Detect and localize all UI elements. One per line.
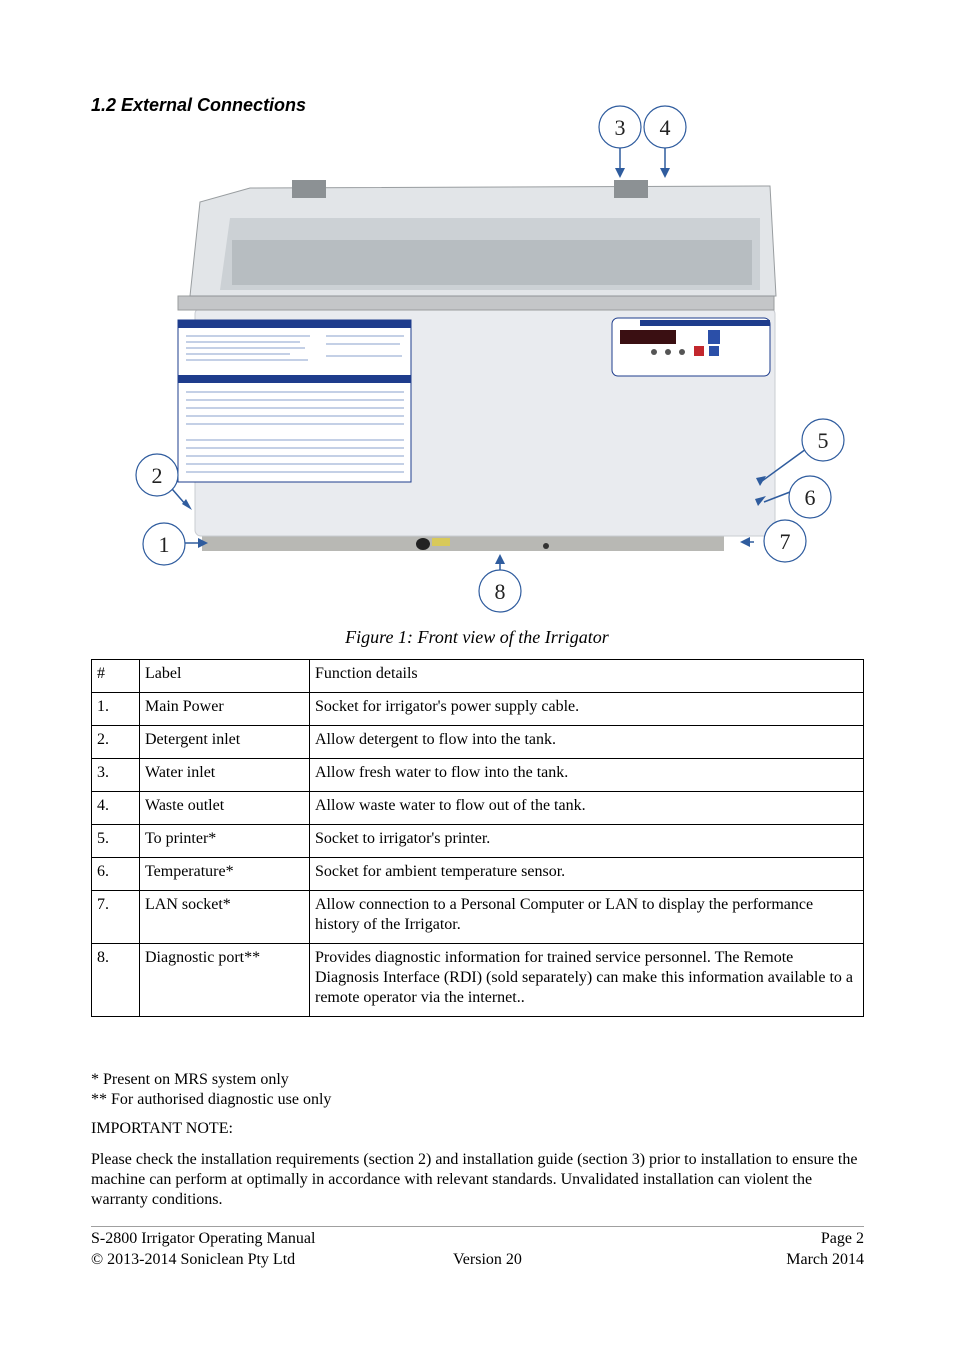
row-function: Socket to irrigator's printer. [310,825,864,858]
table-row [92,891,864,944]
irrigator-figure [120,100,860,620]
callout-label-4: 4 [659,115,671,140]
connections-table [91,659,864,1017]
footer-divider [91,1226,864,1227]
table-row [92,858,864,891]
table-row [92,825,864,858]
footer-version: Version 20 [453,1251,522,1268]
figure-caption: Figure 1: Front view of the Irrigator [345,627,609,647]
table-row [92,944,864,1017]
row-label: Temperature* [140,858,310,891]
row-function: Allow connection to a Personal Computer or LAN to display the performance history of the Irrigator. [310,891,864,944]
row-number: 3. [92,759,140,792]
footer-copyright: © 2013-2014 Soniclean Pty Ltd [91,1251,296,1268]
row-label: Waste outlet [140,792,310,825]
led-display [620,330,676,344]
footnotes [91,1070,331,1110]
row-number: 6. [92,858,140,891]
row-number: 5. [92,825,140,858]
row-label: Diagnostic port** [140,944,310,1017]
table-header-row [92,660,864,693]
row-function: Socket for irrigator's power supply cable. [310,693,864,726]
row-number: 8. [92,944,140,1017]
row-number: 1. [92,693,140,726]
footnote-diagnostic: ** For authorised diagnostic use only [91,1091,332,1108]
header-function: Function details [310,660,864,693]
footnote-mrs: * Present on MRS system only [91,1071,289,1088]
row-label: Main Power [140,693,310,726]
row-label: Detergent inlet [140,726,310,759]
callout-label-5: 5 [817,428,829,453]
callout-label-8: 8 [494,579,506,604]
row-function: Provides diagnostic information for trained service personnel. The Remote Diagnosis Interface (RDI) (sold separately) can make this information available to a remote operator via the internet.. [310,944,864,1017]
section-heading: 1.2 External Connections [91,95,307,115]
row-number: 2. [92,726,140,759]
row-function: Allow waste water to flow out of the tank. [310,792,864,825]
callout-label-2: 2 [151,463,163,488]
table-row [92,792,864,825]
row-label: LAN socket* [140,891,310,944]
row-function: Allow fresh water to flow into the tank. [310,759,864,792]
row-function: Socket for ambient temperature sensor. [310,858,864,891]
header-label: Label [140,660,310,693]
row-label: Water inlet [140,759,310,792]
callout-label-1: 1 [158,532,170,557]
callout-label-6: 6 [804,485,816,510]
table-row [92,726,864,759]
important-text: Please check the installation requirements (section 2) and installation guide (section 3) prior to installation to ensure the machine can perform at optimally in accordance with relevant standards. Unvalidated installation can violent the warranty conditions. [91,1151,858,1208]
row-number: 7. [92,891,140,944]
control-panel [612,318,770,376]
row-label: To printer* [140,825,310,858]
row-number: 4. [92,792,140,825]
footer-date: March 2014 [786,1251,864,1268]
important-label: IMPORTANT NOTE: [91,1120,233,1137]
table-row [92,759,864,792]
footer-manual: S-2800 Irrigator Operating Manual [91,1230,316,1247]
table-row [92,693,864,726]
callout-label-7: 7 [779,529,791,554]
row-function: Allow detergent to flow into the tank. [310,726,864,759]
callout-label-3: 3 [614,115,626,140]
header-number: # [92,660,140,693]
footer-page: Page 2 [820,1230,864,1247]
